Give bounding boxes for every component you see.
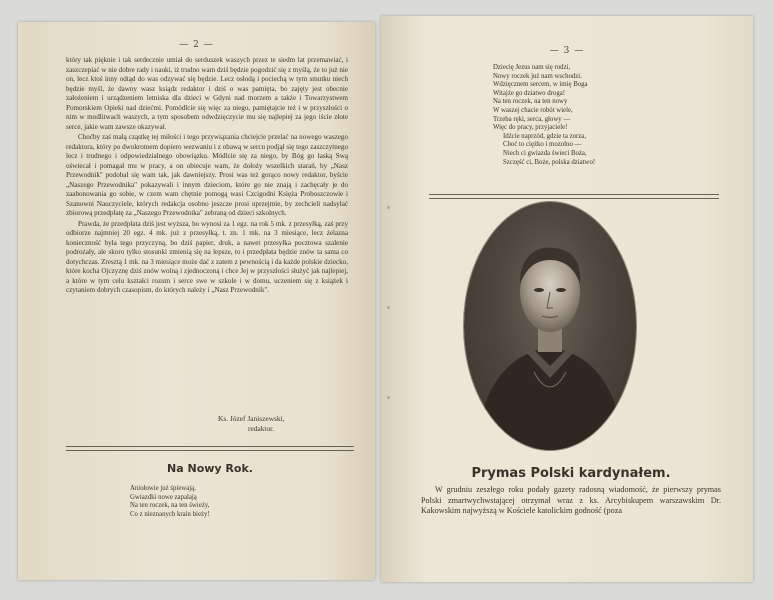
poem-line: Wdzięcznem sercem, w imię Boga xyxy=(493,81,588,89)
divider xyxy=(66,446,354,451)
binding-hole xyxy=(387,206,390,209)
poem xyxy=(493,64,703,167)
paragraph: Choćby zaś małą cząstkę tej miłości i tego przywiązania chciejcie przelać na nowego waszego redaktora, który po dwukrotnem dopiero wezwaniu i z obawą w sercu podjął się tego zaszczytnego lecz i trudnego i odpowiedzialnego obowiązku. Módlcie się za niego, by Bóg go łaską Swą oświecał i pomagał mu w pracy, a on obiecuje wam, że dołoży wszelkich starań, by „Nasz Przewodnik" podobał się wam tak, jak dawniejszy. Prosi was też gorąco nowy redaktor, byście „Naszego Przewodnika" pokazywali i innym dzieciom, które go nie znają i zachęcały je do zaabonowania go sobie, w czem wam chętnie pomogą wasi Czcigodni Księża Proboszczowie i Szanowni Nauczyciele, których redakcja osobno jeszcze prosi uprzejmie, by zechcieli nadsyłać zbiorową przedpłatę za „Naszego Przewodnika" zebraną od dzieci szkolnych. xyxy=(66,133,348,217)
paragraph: W grudniu zeszłego roku podały gazety radosną wiadomość, że pierwszy prymas Polski zmartwychwstającej otrzymał wraz z ks. Arcybiskupem warszawskim Dr. Kakowskim najwyższą w Kościele katolickim godność (poza xyxy=(421,485,721,516)
poem-line: Aniołowie już śpiewają, xyxy=(130,485,196,492)
poem-line: Gwiazdki nowe zapalają xyxy=(130,493,197,501)
poem-line: W waszej chacie robót wiele, xyxy=(493,106,573,114)
poem-line: Na ten roczek, na ten świeży, xyxy=(130,502,210,510)
poem-line: Dziecię Jezus nam się rodzi, xyxy=(493,64,571,71)
poem-line: Niech ci gwiazda świeci Boża, xyxy=(503,149,587,157)
binding-hole xyxy=(387,306,390,309)
poem-line: Na ten roczek, na ten nowy xyxy=(493,98,568,106)
signature-name: Ks. Józef Janiszewski, xyxy=(218,414,285,423)
divider xyxy=(429,194,719,199)
left-page xyxy=(18,22,375,580)
poem-line: Co z nieznanych krain bieży! xyxy=(130,510,210,518)
paragraph: Prawda, że przedpłata dziś jest wyższa, bo wynosi za 1 egz. na rok 5 mk. z przesyłką, zaś przy odbiorze najmniej 20 egz. 4 mk. już z przesyłką, t. zn. 1 mk. na 3 miesiące, lecz żelazna konieczność była tego przyczyną, bo dziś papier, druk, a nawet przesyłka pocztowa szalenie podrożały, ale skoro tylko stosunki zmienią się na lepsze, to i przedpłata będzie znów ta sama co dotychczas. Zresztą 1 mk. na 3 miesiące może dać z zatem z pewnością i da każde polskie dziecko, które kocha Ojczyznę dziś znów wolną i zjednoczoną i chce Jej w przyszłości służyć jak najlepiej, a które w tym celu kształci rozum i serce swe w szkole i w domu, uczeniem się z książek i czytaniem dobrych czasopism, do których należy i „Nasz Przewodnik". xyxy=(66,219,348,294)
poem-line: Szczęść ci, Boże, polska dziatwo! xyxy=(503,158,596,166)
portrait-figure xyxy=(464,202,636,450)
paragraph: który tak pięknie i tak serdecznie umiał do serduszek waszych przez te siedm lat przemawiać, i zaszczepiać w nie dobre rady i nauki, iż trudno wam dziś będzie pogodzić się z myślą, że to już nie on, lecz ktoś inny odtąd do was odzywać się będzie. Lecz osłodą i pociechą w tym smutku niech będzie myśl, że dawny wasz ksiądz redaktor i dziś o was pamięta, bo zajęty jest obecnie założeniem i urządzeniem letniska dla dzieci w Gdyni nad morzem a także i Towarzystwem Pomorskiem Opieki nad dziećmi. Pomódlcie się więc za niego, pamiętajcie też i w przyszłości o nim w modlitwach waszych, a tym sposobem odwdzięczycie mu się najlepiej za jego iście złote serce, jakie wam zawsze okazywał. xyxy=(66,56,348,131)
poem-line: Choć to ciężko i mozolno — xyxy=(503,141,582,149)
poem-line: Trzeba ręki, serca, głowy — xyxy=(493,115,571,123)
poem-line: Idźcie naprzód, gdzie ta zorza, xyxy=(503,132,587,140)
poem-title: Na Nowy Rok. xyxy=(167,462,253,475)
binding-hole xyxy=(387,396,390,399)
signature-role: redaktor. xyxy=(248,424,275,433)
portrait-photo xyxy=(464,202,636,450)
poem-line: Witajże go dziatwo droga! xyxy=(493,89,566,97)
poem xyxy=(130,485,330,519)
article-text xyxy=(421,485,721,517)
article-title: Prymas Polski kardynałem. xyxy=(471,466,671,481)
poem-line: Nowy roczek już nam wschodzi. xyxy=(493,72,582,80)
letter-text xyxy=(66,56,348,297)
poem-line: Więc do pracy, przyjaciele! xyxy=(493,124,568,132)
signature xyxy=(218,414,358,434)
right-page xyxy=(381,16,753,582)
page-number: — 3 — xyxy=(549,46,585,56)
page-number: — 2 — xyxy=(179,40,214,50)
